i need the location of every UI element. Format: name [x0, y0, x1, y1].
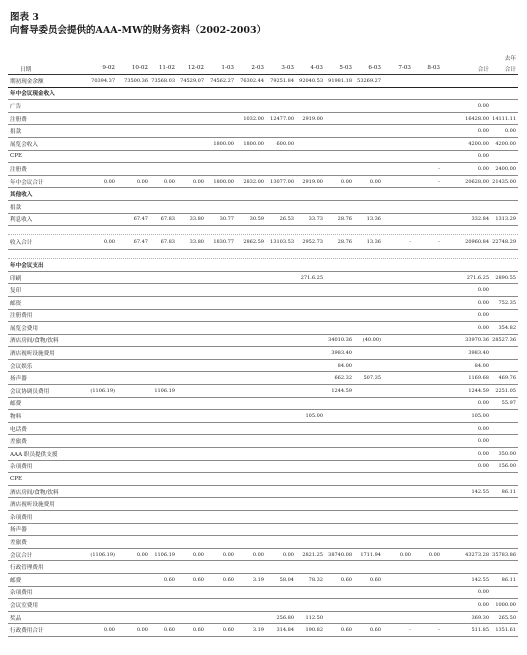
- table-cell: 13.36: [366, 216, 381, 223]
- table-cell: 28.76: [337, 239, 352, 246]
- table-row: [8, 138, 518, 151]
- table-cell: 13103.53: [270, 239, 294, 246]
- table-cell: 21435.00: [492, 178, 516, 185]
- table-cell: 314.84: [276, 627, 294, 634]
- table-cell: 0.00: [399, 551, 411, 558]
- row-label: 酒店视听设施费用: [10, 502, 55, 509]
- table-cell: 53269.27: [357, 77, 381, 84]
- table-cell: 92040.53: [299, 77, 323, 84]
- table-cell: 84.00: [337, 362, 352, 369]
- table-cell: 79251.84: [270, 77, 294, 84]
- table-cell: 0.00: [477, 400, 489, 407]
- table-row: [8, 398, 518, 411]
- table-row: [8, 100, 518, 113]
- header-row-label: 日期: [20, 67, 32, 73]
- table-cell: 0.00: [477, 425, 489, 432]
- table-cell: 256.80: [276, 614, 294, 621]
- column-header: 8-03: [427, 65, 440, 71]
- table-cell: 0.00: [477, 102, 489, 109]
- row-label: 酒店房间/食物/饮料: [10, 338, 59, 345]
- table-cell: 2952.73: [302, 239, 323, 246]
- table-cell: 271.6.25: [300, 274, 323, 281]
- table-row: [8, 561, 518, 574]
- table-cell: 0.60: [163, 576, 175, 583]
- table-cell: 20628.00: [465, 178, 489, 185]
- column-header: 10-02: [131, 65, 148, 71]
- table-cell: 0.00: [222, 551, 234, 558]
- table-cell: 2251.05: [495, 387, 516, 394]
- table-cell: 2821.25: [302, 551, 323, 558]
- table-cell: 271.6.25: [466, 274, 489, 281]
- table-cell: 0.00: [192, 178, 204, 185]
- row-label: 年中会议合计: [10, 179, 44, 186]
- table-cell: 0.60: [369, 627, 381, 634]
- row-label: 电话费: [10, 426, 27, 433]
- header-last-year-top: 去年: [504, 56, 516, 62]
- column-header: 3-03: [281, 65, 294, 71]
- section-header-row: [8, 188, 518, 201]
- row-label: 行政费用合计: [10, 628, 44, 635]
- row-label: 酒店视听设施费用: [10, 351, 55, 358]
- table-cell: 142.55: [471, 576, 489, 583]
- table-cell: 156.00: [498, 463, 516, 470]
- row-label: 注册费: [10, 166, 27, 173]
- table-cell: 12477.00: [270, 115, 294, 122]
- table-cell: 13077.00: [270, 178, 294, 185]
- table-cell: 1830.77: [213, 239, 234, 246]
- table-cell: 0.00: [163, 178, 175, 185]
- table-cell: 0.00: [103, 239, 115, 246]
- table-cell: 35783.86: [492, 551, 516, 558]
- row-label: 会议合计: [10, 552, 33, 559]
- table-cell: 0.00: [192, 551, 204, 558]
- row-label: CPE: [10, 153, 23, 160]
- table-cell: 4200.00: [495, 140, 516, 147]
- table-cell: 22748.29: [492, 239, 516, 246]
- table-cell: 1000.00: [495, 601, 516, 608]
- row-label: 利息收入: [10, 217, 33, 224]
- table-cell: 0.00: [477, 299, 489, 306]
- table-cell: 0.00: [252, 551, 264, 558]
- table-cell: 354.82: [498, 324, 516, 331]
- row-label: 捐款: [10, 129, 22, 136]
- table-row: [8, 226, 518, 235]
- document-title: 图表 3: [10, 12, 39, 23]
- table-cell: 67.83: [160, 239, 175, 246]
- table-cell: 190.82: [305, 627, 323, 634]
- row-label: 印刷: [10, 275, 22, 282]
- table-cell: 1106.19: [154, 387, 175, 394]
- table-cell: 86.11: [501, 576, 516, 583]
- row-label: 展览会费用: [10, 325, 38, 332]
- table-cell: 30.59: [249, 216, 264, 223]
- table-cell: 0.00: [340, 178, 352, 185]
- row-label: 扬声器: [10, 376, 27, 383]
- table-cell: 33.73: [308, 216, 323, 223]
- column-header: 7-03: [398, 65, 411, 71]
- table-cell: 3983.40: [468, 350, 489, 357]
- table-cell: 0.00: [136, 178, 148, 185]
- table-row: [8, 574, 518, 587]
- row-label: 会议室费用: [10, 602, 38, 609]
- table-cell: 0.60: [163, 627, 175, 634]
- table-cell: 30.77: [219, 216, 234, 223]
- table-row: [8, 461, 518, 474]
- row-label: AAA 职员提供支援: [10, 451, 58, 458]
- column-header: 4-03: [310, 65, 323, 71]
- row-label: 杂项费用: [10, 514, 33, 521]
- table-row: [8, 410, 518, 423]
- section-header-row: [8, 88, 518, 101]
- table-cell: 13.36: [366, 239, 381, 246]
- row-label: 注册费用: [10, 313, 33, 320]
- column-header: 2-03: [251, 65, 264, 71]
- table-cell: (1106.19): [90, 551, 115, 558]
- table-cell: 0.60: [340, 576, 352, 583]
- table-cell: 33.80: [189, 216, 204, 223]
- table-cell: 265.50: [498, 614, 516, 621]
- table-cell: 752.35: [498, 299, 516, 306]
- row-label: 差旅费: [10, 439, 27, 446]
- table-cell: 662.32: [334, 375, 352, 382]
- table-row: [8, 310, 518, 323]
- table-cell: 0.00: [136, 551, 148, 558]
- row-label: 差旅费: [10, 539, 27, 546]
- table-cell: 0.00: [477, 312, 489, 319]
- row-label: 注册费: [10, 116, 27, 123]
- table-cell: 0.00: [477, 438, 489, 445]
- table-cell: 1800.00: [213, 178, 234, 185]
- table-cell: 0.60: [369, 576, 381, 583]
- table-cell: 2919.00: [302, 115, 323, 122]
- table-cell: 1169.68: [468, 375, 489, 382]
- table-cell: 0.00: [477, 153, 489, 160]
- table-cell: 76302.44: [240, 77, 264, 84]
- table-row: [8, 125, 518, 138]
- document-subtitle: 向督导委员会提供的AAA-MW的财务资料（2002-2003）: [10, 25, 267, 36]
- table-cell: 0.00: [136, 627, 148, 634]
- row-label: 杂项费用: [10, 464, 33, 471]
- table-cell: 3983.40: [331, 350, 352, 357]
- table-row: [8, 448, 518, 461]
- table-cell: 78.32: [308, 576, 323, 583]
- row-label: 邮费: [10, 577, 22, 584]
- table-cell: 369.30: [471, 614, 489, 621]
- table-cell: 105.00: [305, 413, 323, 420]
- table-cell: 0.60: [192, 576, 204, 583]
- table-cell: -: [438, 627, 440, 634]
- table-cell: 67.47: [133, 216, 148, 223]
- table-cell: 0.00: [477, 324, 489, 331]
- table-row: [8, 372, 518, 385]
- table-row: [8, 486, 518, 499]
- table-cell: 20960.84: [465, 239, 489, 246]
- table-row: [8, 75, 518, 88]
- table-row: [8, 214, 518, 227]
- table-cell: 1351.61: [495, 627, 516, 634]
- table-cell: 2890.55: [495, 274, 516, 281]
- table-row: [8, 587, 518, 600]
- table-cell: 1800.00: [243, 140, 264, 147]
- table-cell: 74529.07: [180, 77, 204, 84]
- table-cell: 58.04: [279, 576, 294, 583]
- table-cell: 469.76: [498, 375, 516, 382]
- row-label: CPE: [10, 476, 23, 483]
- table-row: [8, 272, 518, 285]
- row-label: 年中会议现金收入: [10, 91, 55, 98]
- table-row: [8, 536, 518, 549]
- table-cell: -: [438, 165, 440, 172]
- table-row: [8, 347, 518, 360]
- table-cell: 33970.36: [465, 337, 489, 344]
- table-cell: 84.00: [474, 362, 489, 369]
- table-row: [8, 385, 518, 398]
- table-cell: 0.00: [504, 128, 516, 135]
- table-cell: 105.00: [471, 413, 489, 420]
- table-row: [8, 612, 518, 625]
- table-row: [8, 524, 518, 537]
- table-cell: 14111.11: [492, 115, 516, 122]
- table-cell: 2832.00: [243, 178, 264, 185]
- table-cell: 70394.37: [91, 77, 115, 84]
- column-header: 12-02: [187, 65, 204, 71]
- table-row: [8, 284, 518, 297]
- row-label: 展览会收入: [10, 141, 38, 148]
- column-header: 11-02: [158, 65, 175, 71]
- table-cell: 28527.36: [492, 337, 516, 344]
- table-cell: 34010.36: [328, 337, 352, 344]
- table-cell: 0.00: [477, 128, 489, 135]
- table-row: [8, 360, 518, 373]
- table-cell: 0.60: [340, 627, 352, 634]
- table-row: [8, 473, 518, 486]
- table-cell: 0.00: [369, 178, 381, 185]
- table-header-row: [8, 52, 518, 75]
- table-cell: 67.47: [133, 239, 148, 246]
- row-label: 邮费: [10, 401, 22, 408]
- table-cell: 55.97: [501, 400, 516, 407]
- table-cell: 0.60: [192, 627, 204, 634]
- column-header: 9-02: [102, 65, 115, 71]
- table-row: [8, 549, 518, 562]
- header-last-year-bottom: 合计: [504, 67, 516, 73]
- table-row: [8, 624, 518, 637]
- financial-table: [8, 52, 518, 637]
- table-cell: 73568.03: [151, 77, 175, 84]
- table-cell: -: [409, 627, 411, 634]
- table-row: [8, 151, 518, 164]
- table-cell: 1244.59: [331, 387, 352, 394]
- table-cell: 1106.19: [154, 551, 175, 558]
- table-cell: 1313.29: [495, 216, 516, 223]
- table-cell: 112.50: [305, 614, 323, 621]
- table-cell: 0.00: [477, 450, 489, 457]
- table-cell: 0.00: [428, 551, 440, 558]
- table-cell: 0.00: [103, 178, 115, 185]
- table-cell: 0.00: [477, 165, 489, 172]
- table-row: [8, 423, 518, 436]
- table-cell: 511.85: [471, 627, 489, 634]
- row-label: 期初现金余额: [10, 78, 44, 85]
- table-cell: 1711.94: [360, 551, 381, 558]
- row-label: 物料: [10, 414, 22, 421]
- column-header: 1-03: [221, 65, 234, 71]
- row-label: 广告: [10, 103, 22, 110]
- row-label: 会议娱乐: [10, 363, 33, 370]
- table-cell: -: [438, 239, 440, 246]
- table-row: [8, 297, 518, 310]
- table-cell: 28.76: [337, 216, 352, 223]
- column-header: 合计: [477, 67, 489, 73]
- table-cell: 2862.59: [243, 239, 264, 246]
- row-label: 收入合计: [10, 240, 33, 247]
- table-row: [8, 163, 518, 176]
- table-cell: 26.53: [279, 216, 294, 223]
- table-cell: 3.19: [252, 627, 264, 634]
- table-cell: 507.35: [363, 375, 381, 382]
- table-row: [8, 599, 518, 612]
- table-cell: 0.00: [477, 287, 489, 294]
- row-label: 复印: [10, 288, 22, 295]
- table-cell: 0.00: [103, 627, 115, 634]
- table-cell: -: [409, 239, 411, 246]
- table-row: [8, 250, 518, 259]
- table-cell: 38740.08: [328, 551, 352, 558]
- table-cell: 1800.00: [213, 140, 234, 147]
- table-row: [8, 498, 518, 511]
- table-cell: 73500.36: [124, 77, 148, 84]
- table-cell: 33.80: [189, 239, 204, 246]
- table-cell: 142.55: [471, 488, 489, 495]
- table-row: [8, 113, 518, 126]
- row-label: 奖品: [10, 615, 22, 622]
- table-cell: 350.00: [498, 450, 516, 457]
- row-label: 酒店房间/食物/饮料: [10, 489, 59, 496]
- table-cell: (40.00): [362, 337, 381, 344]
- table-cell: 67.83: [160, 216, 175, 223]
- row-label: 其他收入: [10, 192, 33, 199]
- row-label: 扬声器: [10, 527, 27, 534]
- table-cell: 3.19: [252, 576, 264, 583]
- table-cell: 0.00: [477, 463, 489, 470]
- table-cell: 4200.00: [468, 140, 489, 147]
- table-cell: 0.60: [222, 576, 234, 583]
- section-header-row: [8, 259, 518, 272]
- table-row: [8, 176, 518, 189]
- table-cell: 0.60: [222, 627, 234, 634]
- row-label: 行政管理费用: [10, 565, 44, 572]
- table-cell: 1032.00: [243, 115, 264, 122]
- table-cell: 600.00: [276, 140, 294, 147]
- table-cell: 43273.28: [465, 551, 489, 558]
- row-label: 捐款: [10, 204, 22, 211]
- row-label: 杂项费用: [10, 590, 33, 597]
- column-header: 5-03: [339, 65, 352, 71]
- table-row: [8, 511, 518, 524]
- table-cell: 74562.27: [210, 77, 234, 84]
- row-label: 年中会议支出: [10, 262, 44, 269]
- row-label: 邮资: [10, 300, 22, 307]
- table-cell: 0.00: [282, 551, 294, 558]
- table-cell: 332.84: [471, 216, 489, 223]
- table-cell: (1106.19): [90, 387, 115, 394]
- table-row: [8, 235, 518, 250]
- table-cell: 91981.18: [328, 77, 352, 84]
- table-row: [8, 435, 518, 448]
- table-cell: -: [438, 178, 440, 185]
- table-cell: 86.11: [501, 488, 516, 495]
- table-cell: 1244.59: [468, 387, 489, 394]
- table-row: [8, 335, 518, 348]
- row-label: 会议协调员费用: [10, 388, 50, 395]
- table-cell: 0.00: [477, 589, 489, 596]
- table-cell: 16428.00: [465, 115, 489, 122]
- table-row: [8, 322, 518, 335]
- table-cell: 2400.00: [495, 165, 516, 172]
- table-row: [8, 201, 518, 214]
- table-cell: 0.00: [477, 601, 489, 608]
- column-header: 6-03: [368, 65, 381, 71]
- table-cell: 2919.00: [302, 178, 323, 185]
